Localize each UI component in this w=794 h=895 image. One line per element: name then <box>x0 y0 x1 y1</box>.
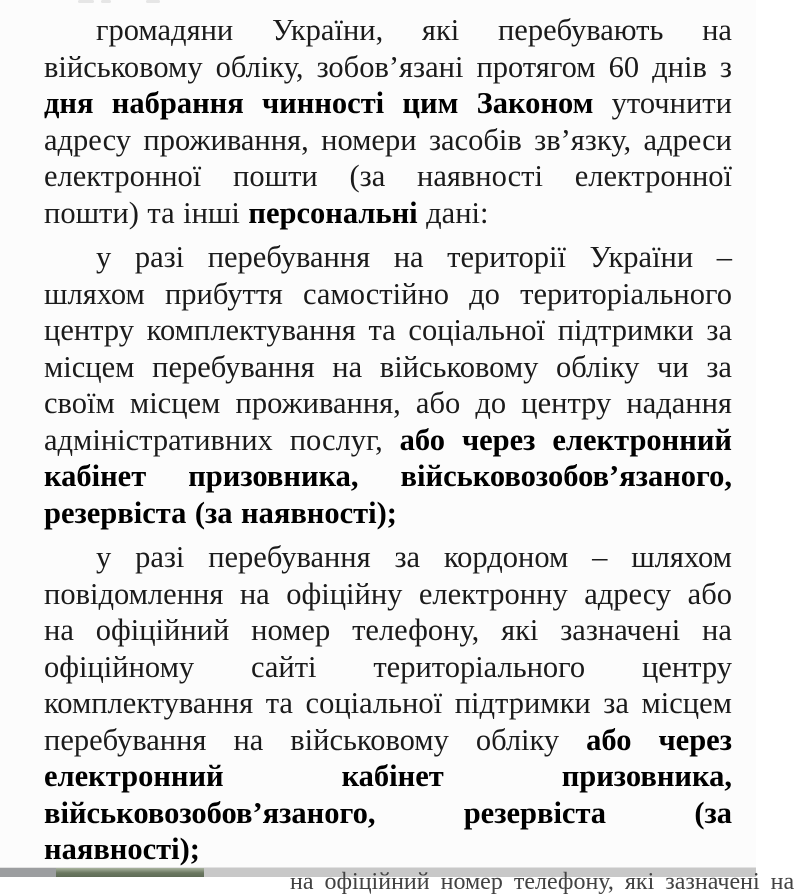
cut-off-text-top-fragment <box>78 0 94 3</box>
word: номер <box>251 613 331 647</box>
bold-word: електронний <box>44 759 224 793</box>
word: послуг, <box>289 422 383 457</box>
word: сайті <box>250 649 317 684</box>
word: місцем <box>641 686 732 720</box>
word: на <box>44 613 74 647</box>
word: або <box>415 386 461 420</box>
word: центру <box>521 386 612 420</box>
word: телефону, <box>352 613 480 647</box>
bold-word: кабінет <box>44 459 147 493</box>
word: та <box>265 686 293 720</box>
word: обліку, <box>215 49 304 84</box>
bold-word: військовозобов’язаного, <box>400 459 732 493</box>
word: уточнити <box>611 86 732 120</box>
text-line <box>44 349 732 386</box>
bold-word: електронний <box>552 422 732 457</box>
bold-word: (за <box>194 495 233 530</box>
text-line <box>44 458 732 495</box>
paragraph <box>44 12 732 231</box>
text-line <box>44 49 732 86</box>
word: які <box>501 613 539 647</box>
text-line <box>44 576 732 613</box>
bold-word: військовозобов’язаного, <box>44 795 376 830</box>
page-edge-shadow <box>0 868 56 877</box>
bold-word: цим <box>402 86 459 120</box>
bold-word: кабінет <box>341 759 444 793</box>
word: до <box>469 276 500 311</box>
bold-word: Законом <box>476 86 594 120</box>
word: на <box>702 13 732 47</box>
text-line <box>44 195 732 232</box>
word: на <box>239 576 270 611</box>
text-line <box>44 239 732 276</box>
word: наявності <box>417 159 543 193</box>
word: до <box>475 386 507 420</box>
word: офіційний <box>95 613 230 647</box>
bold-word: дня <box>44 86 94 120</box>
word: надання <box>626 386 732 420</box>
word: за <box>706 313 732 347</box>
bold-word: або <box>586 722 632 757</box>
word: пошти <box>233 159 318 193</box>
bold-word: або <box>399 422 446 457</box>
word: та <box>147 195 175 230</box>
word: – <box>592 540 608 574</box>
paragraph <box>44 539 732 868</box>
word: перебувають <box>497 13 664 47</box>
word: з <box>719 49 732 84</box>
word: громадяни <box>96 13 234 47</box>
text-line <box>44 612 732 649</box>
word: обліку <box>475 722 560 757</box>
bold-word: набрання <box>111 86 244 120</box>
word: адміністративних <box>44 422 273 457</box>
word: територіального <box>520 276 732 311</box>
text-line <box>44 758 732 795</box>
word: обліку <box>556 349 640 384</box>
bold-word: резервіста <box>463 795 607 830</box>
word: підтримки <box>454 686 591 720</box>
word: електронну <box>418 576 568 611</box>
word: 60 <box>608 49 640 84</box>
text-line <box>44 158 732 195</box>
word: проживання, <box>235 386 401 420</box>
word: на <box>702 613 732 647</box>
word: прибуття <box>164 276 283 311</box>
bold-word: призовника, <box>561 759 732 793</box>
word: України <box>589 240 694 274</box>
bold-word: персональні <box>248 195 418 230</box>
word: та <box>368 313 396 347</box>
text-line <box>44 276 732 313</box>
word: військовому <box>379 349 539 384</box>
word: (за <box>349 159 386 193</box>
word: у <box>96 240 112 274</box>
text-line <box>44 795 732 832</box>
text-line <box>44 539 732 576</box>
word: інші <box>183 195 240 230</box>
word: зв’язку, <box>534 122 632 157</box>
word: самостійно <box>302 276 449 311</box>
word: на <box>332 349 363 384</box>
bold-word: (за <box>694 795 732 830</box>
word: за <box>394 540 421 574</box>
word: соціальної <box>305 686 443 720</box>
bold-word: наявності); <box>241 495 397 530</box>
word: військовому <box>44 49 203 84</box>
word: електронної <box>44 159 202 193</box>
word: протягом <box>476 49 596 84</box>
word: або <box>687 576 732 611</box>
word: офіційну <box>286 576 403 611</box>
word: зазначені <box>560 613 681 647</box>
word: місцем <box>44 349 135 384</box>
word: повідомлення <box>44 576 224 611</box>
word: шляхом <box>631 540 732 574</box>
word: чи <box>657 349 689 384</box>
word: номери <box>321 122 417 157</box>
text-line <box>44 12 732 49</box>
word: територіального <box>373 649 586 684</box>
word: території <box>447 240 566 274</box>
word: офіційному <box>44 649 195 684</box>
next-page-preview-strip <box>0 867 794 895</box>
photo-thumbnail[interactable] <box>56 868 204 877</box>
word: адресу <box>44 122 131 157</box>
text-line <box>44 85 732 122</box>
word: за <box>706 349 732 384</box>
word: проживання, <box>143 122 309 157</box>
bold-word: чинності <box>261 86 385 120</box>
bold-word: наявності); <box>44 832 200 866</box>
bold-word: призовника, <box>188 459 359 493</box>
cut-off-text-top-fragment <box>101 0 111 3</box>
bold-word: через <box>658 722 732 757</box>
word: на <box>233 722 264 757</box>
text-line <box>44 312 732 349</box>
cut-off-text-top-fragment <box>146 0 160 3</box>
word: за <box>603 686 629 720</box>
word: перебування <box>208 540 371 574</box>
word: зобов’язані <box>316 49 464 84</box>
word: України, <box>271 13 384 47</box>
word: у <box>96 540 112 574</box>
word: комплектування <box>146 313 356 347</box>
word: центру <box>641 649 732 684</box>
word: шляхом <box>44 276 145 311</box>
word: своїм <box>44 386 115 420</box>
word: перебування <box>207 240 371 274</box>
bold-word: резервіста <box>44 495 187 530</box>
bold-word: через <box>461 422 536 457</box>
word: місцем <box>129 386 221 420</box>
word: адресу <box>584 576 672 611</box>
text-line <box>44 385 732 422</box>
word: комплектування <box>44 686 254 720</box>
word: центру <box>44 313 134 347</box>
text-line <box>44 495 732 532</box>
text-line <box>44 122 732 159</box>
word: соціальної <box>408 313 545 347</box>
word: засобів <box>428 122 522 157</box>
word: на <box>393 240 424 274</box>
word: які <box>421 13 460 47</box>
document-body <box>44 12 732 868</box>
text-line <box>44 685 732 722</box>
word: перебування <box>152 349 315 384</box>
next-page-text-sliver: на офіційний номер телефону, які зазначені на <box>290 869 794 895</box>
word: – <box>716 240 732 274</box>
word: електронної <box>574 159 732 193</box>
paragraph <box>44 239 732 531</box>
text-line <box>44 649 732 686</box>
word: дані: <box>426 195 489 230</box>
word: днів <box>652 49 707 84</box>
word: разі <box>135 540 185 574</box>
word: кордоном <box>443 540 569 574</box>
word: військовому <box>290 722 449 757</box>
word: підтримки <box>557 313 694 347</box>
text-line <box>44 722 732 759</box>
word: пошти) <box>44 195 139 230</box>
word: адреси <box>643 122 732 157</box>
text-line <box>44 422 732 459</box>
word: перебування <box>44 722 207 757</box>
word: разі <box>134 240 185 274</box>
text-line <box>44 831 732 868</box>
